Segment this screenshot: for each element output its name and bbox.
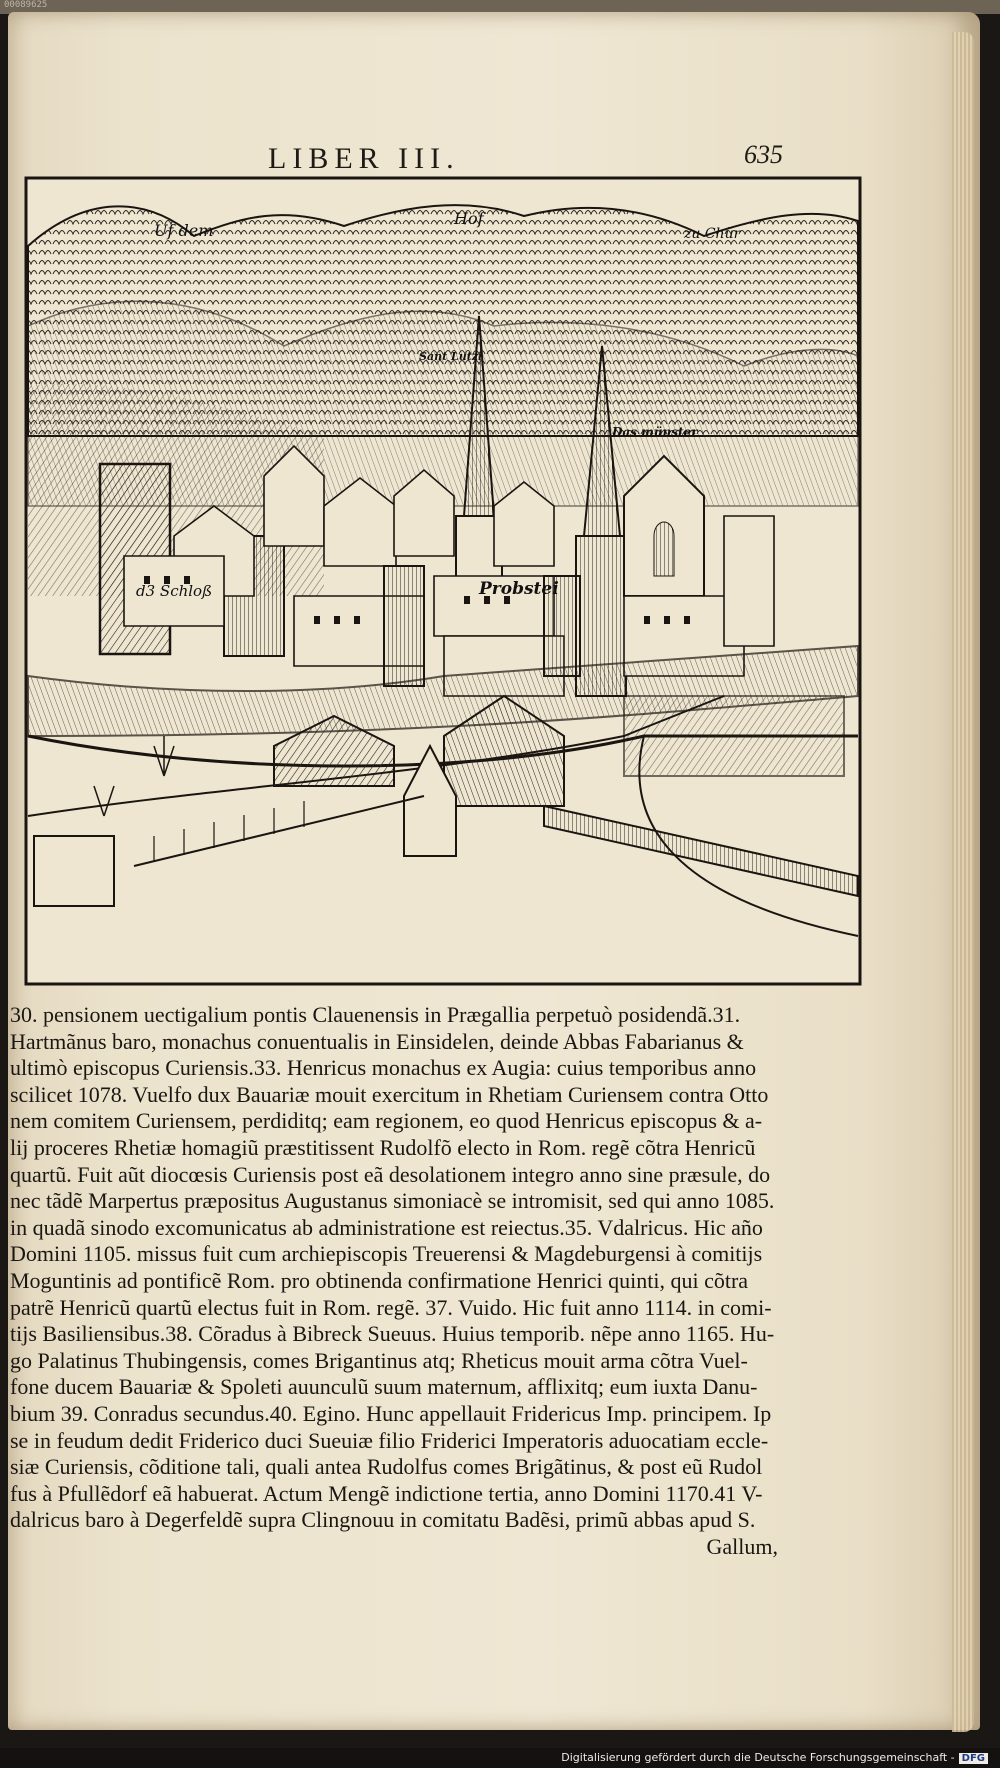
body-line: Domini 1105. missus fuit cum archiepiscopis Treuerensi & Magdeburgensi à comitijs [10, 1241, 763, 1267]
body-line: lij proceres Rhetiæ homagiũ præstitissent Rudolfõ electo in Rom. regẽ cõtra Henricũ [10, 1134, 756, 1160]
body-line-catchword: Gallum, [706, 1533, 778, 1559]
body-line: se in feudum dedit Friderico duci Sueuiæ filio Friderici Imperatoris aduocatiam eccle- [10, 1427, 769, 1453]
label-zu-chur: zu Chür [684, 226, 741, 242]
body-line: fus à Pfullẽdorf eã habuerat. Actum Mengẽ indictione tertia, anno Domini 1170.41 V- [10, 1480, 763, 1506]
footer-credit [561, 1751, 988, 1764]
label-schloss: d3 Schloß [136, 582, 213, 600]
body-line: nem comitem Curiensem, perdiditq; eam regionem, eo quod Henricus episcopus & a- [10, 1108, 763, 1134]
body-line: fone ducem Bauariæ & Spoleti auunculũ suum maternum, afflixitq; eum iuxta Danu- [10, 1374, 758, 1400]
body-line: in quadã sinodo excomunicatus ab administratione est reiectus.35. Vdalricus. Hic año [10, 1214, 763, 1240]
running-head-title: LIBER III. [268, 142, 460, 175]
body-line: bium 39. Conradus secundus.40. Egino. Hunc appellauit Fridericus Imp. principem. Ip [10, 1400, 772, 1426]
page-number: 635 [744, 140, 783, 169]
body-line: patrẽ Henricũ quartũ electus fuit in Rom. regẽ. 37. Vuido. Hic fuit anno 1114. in comi- [10, 1294, 772, 1320]
label-sant-lutzi: Sant Lutzi [419, 350, 483, 363]
body-line: siæ Curiensis, cõditione tali, quali antea Rudolfus comes Brigãtinus, & post eũ Rudol [10, 1454, 763, 1480]
label-hof: Hof [454, 209, 484, 228]
body-line: 30. pensionem uectigalium pontis Clauenensis in Prægallia perpetuò posidendã.31. [10, 1002, 741, 1027]
label-uf-dem: Uf dem [154, 221, 214, 240]
label-das-munster: Das münster [612, 425, 698, 439]
woodcut-illustration-chur [24, 176, 862, 986]
body-line: nec tãdẽ Marpertus præpositus Augustanus simoniacè se intromisit, sed qui anno 1085. [10, 1188, 775, 1214]
body-line: dalricus baro à Degerfeldẽ supra Clingnouu in comitatu Badẽsi, primũ abbas apud S. [10, 1507, 756, 1533]
woodcut-svg [24, 176, 862, 986]
scan-id: 00089625 [4, 0, 48, 10]
body-line: go Palatinus Thubingensis, comes Brigantinus atq; Rheticus mouit arma cõtra Vuel- [10, 1347, 748, 1373]
footer-credit-text: Digitalisierung gefördert durch die Deutsche Forschungsgemeinschaft - [561, 1751, 955, 1764]
body-text-block [10, 1002, 780, 1560]
body-line: tijs Basiliensibus.38. Cõradus à Bibreck Sueuus. Huius temporib. nẽpe anno 1165. Hu- [10, 1321, 775, 1347]
body-line: Hartmãnus baro, monachus conuentualis in Einsidelen, deinde Abbas Fabarianus & [10, 1028, 744, 1054]
label-probstei: Probstei [479, 579, 559, 599]
dfg-logo: DFG [959, 1753, 988, 1764]
body-line: Moguntinis ad pontificẽ Rom. pro obtinenda confirmatione Henrici quinti, qui cõtra [10, 1267, 749, 1293]
body-line: scilicet 1078. Vuelfo dux Bauariæ mouit exercitum in Rhetiam Curiensem contra Otto [10, 1081, 769, 1107]
body-line: quartũ. Fuit aũt diocœsis Curiensis post eã desolationem integro anno sine præsule, do [10, 1161, 771, 1187]
page-edges [952, 32, 974, 1732]
body-line: ultimò episcopus Curiensis.33. Henricus monachus ex Augia: cuius temporibus anno [10, 1055, 757, 1081]
